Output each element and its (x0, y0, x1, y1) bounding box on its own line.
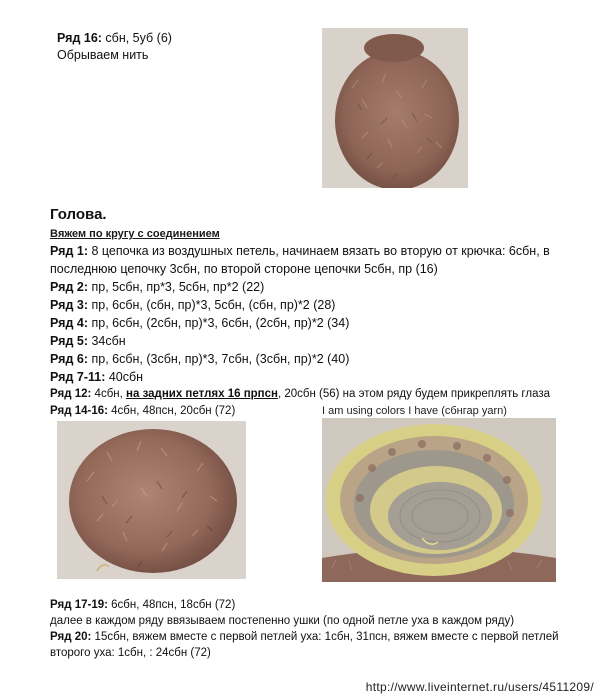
row-label: Ряд 6: (50, 352, 88, 366)
row-text: 34сбн (88, 334, 126, 348)
row-label: Ряд 7-11: (50, 370, 106, 384)
row-text: 15сбн, вяжем вместе с первой петлей уха: 1сбн, 31псн, вяжем вместе с первой петлей (91, 631, 559, 643)
row-label: Ряд 4: (50, 316, 88, 330)
instruction-row (50, 599, 235, 611)
row-16-label: Ряд 16: (57, 31, 102, 45)
row-label: Ряд 5: (50, 334, 88, 348)
row-14-16-label: Ряд 14-16: (50, 405, 108, 417)
instruction-row (50, 316, 349, 330)
photo-fluffy-top-piece (322, 28, 468, 188)
row-label: Ряд 1: (50, 244, 88, 258)
row-14-16-text: 4сбн, 48псн, 20сбн (72) (107, 405, 236, 417)
instruction-row (50, 298, 335, 312)
row-label: Ряд 20: (50, 631, 92, 643)
row-16-text: сбн, 5уб (6) (101, 31, 172, 45)
instruction-row (50, 352, 349, 366)
fluffy-head-image (57, 421, 246, 579)
photo-crochet-bowl (322, 418, 556, 582)
photo-fluffy-head (57, 421, 246, 579)
instruction-row (50, 615, 514, 627)
row-text: пр, 6сбн, (2сбн, пр)*3, 6сбн, (2сбн, пр)*2 (34) (88, 316, 350, 330)
row-text: 6сбн, 48псн, 18сбн (72) (107, 599, 236, 611)
instruction-row (50, 280, 264, 294)
row-label: Ряд 2: (50, 280, 88, 294)
instruction-row (50, 262, 438, 276)
row-12-pre: 4сбн, (91, 388, 127, 400)
source-url-watermark: http://www.liveinternet.ru/users/4511209/ (365, 680, 594, 694)
tear-thread-line: Обрываем нить (57, 48, 149, 62)
instruction-row (50, 244, 550, 258)
instruction-row (50, 647, 211, 659)
row-text: 40сбн (105, 370, 144, 384)
section-title-head: Голова. (50, 206, 107, 223)
row-text: пр, 6сбн, (3сбн, пр)*3, 7сбн, (3сбн, пр)*2 (40) (88, 352, 350, 366)
row-16-line (57, 31, 172, 45)
row-label: Ряд 17-19: (50, 599, 108, 611)
row-text: пр, 6сбн, (сбн, пр)*3, 5сбн, (сбн, пр)*2 (28) (88, 298, 336, 312)
row-text: последнюю цепочку 3сбн, по второй стороне цепочки 5сбн, пр (16) (50, 262, 438, 276)
section-subtitle: Вяжем по кругу с соединением (50, 228, 220, 240)
instruction-row (50, 370, 143, 384)
row-text: далее в каждом ряду ввязываем постепенно ушки (по одной петле уха в каждом ряду) (50, 615, 515, 627)
row-text: пр, 5сбн, пр*3, 5сбн, пр*2 (22) (88, 280, 265, 294)
instruction-row-12 (50, 388, 550, 400)
row-label: Ряд 3: (50, 298, 88, 312)
fluffy-top-piece-image (322, 28, 468, 188)
instruction-row (50, 334, 126, 348)
row-text: второго уха: 1сбн, : 24сбн (72) (50, 647, 211, 659)
row-12-label: Ряд 12: (50, 388, 92, 400)
yarn-credit-caption: I am using colors I have (сбнгар yarn) (322, 405, 507, 417)
row-12-post: , 20сбн (56) на этом ряду будем прикреплять глаза (277, 388, 551, 400)
row-12-emphasis: на задних петлях 16 прпсн (126, 388, 278, 400)
instruction-row (50, 631, 559, 643)
crochet-bowl-image (322, 418, 556, 582)
instruction-row-14-16 (50, 405, 235, 417)
row-text: 8 цепочка из воздушных петель, начинаем вязать во вторую от крючка: 6сбн, в (88, 244, 550, 258)
